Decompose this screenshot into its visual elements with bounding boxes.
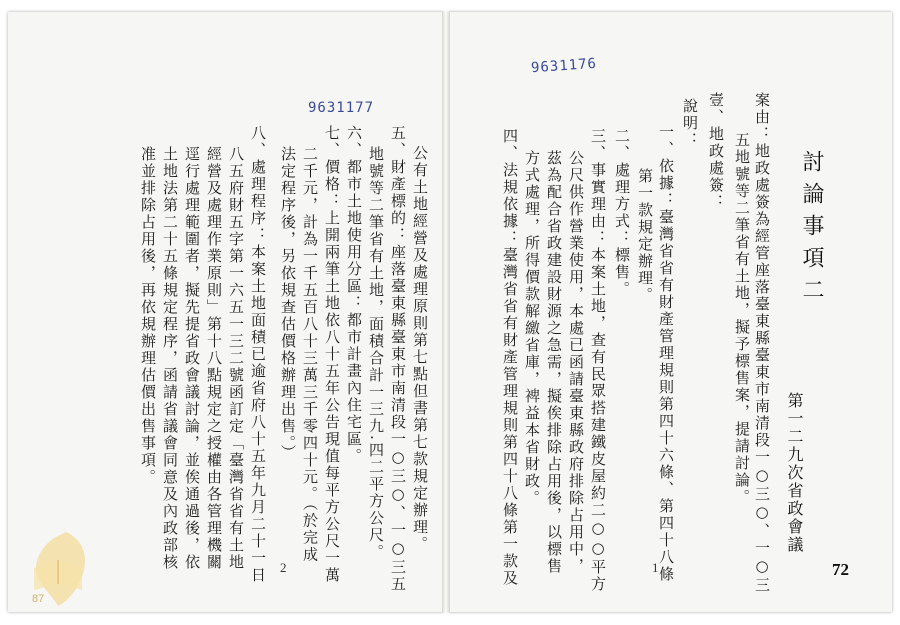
document-stamp: 9631176 (530, 55, 598, 77)
text-line: 說明： (681, 98, 699, 149)
text-line: 地號等二筆省有土地，面積合計一三九.四二平方公尺。 (367, 146, 385, 561)
text-line: 壹、地政處簽： (707, 92, 725, 211)
text-line: 六、都市土地使用分區：都市計畫內住宅區。 (345, 125, 363, 465)
book-gutter (442, 12, 450, 612)
meeting-label: 第一二九次省政會議 (785, 392, 804, 554)
text-line: 公有土地經營及處理原則第七點但書第七款規定辦理。 (411, 145, 429, 553)
logo-text: 87 (32, 593, 45, 605)
text-line: 逕行處理範圍者，擬先提省政會議討論，並俟通過後，依 (183, 146, 201, 571)
text-line: 八五府財五字第一六五一三二號函訂定「臺灣省省有土地 (227, 146, 245, 571)
text-line: 准並排除占用後，再依規辦理估價出售事項。 (139, 146, 157, 486)
text-line: 四、法規依據：臺灣省省有財產管理規則第四十八條第一款及 (501, 128, 519, 587)
document-stamp: 9631177 (308, 100, 375, 116)
text-line: 三、事實理由：本案土地，查有民眾搭建鐵皮屋約二○○平方 (589, 128, 607, 593)
text-line: 八、處理程序：本案土地面積已逾省府八十五年九月二十一日 (249, 125, 267, 584)
text-line: 案由：地政處簽為經管座落臺東縣臺東市南清段一○三○、一○三 (753, 92, 771, 594)
inner-page-number: 2 (280, 560, 287, 575)
text-line: 五地號等二筆省有土地，擬予標售案，提請討論。 (733, 132, 751, 506)
section-title: 討論事項二 (799, 150, 824, 310)
text-line: 第一款規定辦理。 (636, 168, 654, 304)
text-line: 茲為配合省政建設財源之急需，擬俟排除占用後，以標售 (545, 150, 563, 575)
text-line: 法定程序後，另依規查估價格辦理出售。） (279, 146, 297, 462)
text-line: 二、處理方式：標售。 (613, 128, 631, 298)
text-line: 方式處理，所得價款解繳省庫，裨益本省財政。 (523, 150, 541, 507)
text-line: 五、財產標的：座落臺東縣臺東市南清段一○三○、一○三五 (389, 125, 407, 593)
text-line: 一、依據：臺灣省省有財產管理規則第四十六條、第四十八條 (657, 124, 675, 583)
page-number: 72 (832, 560, 849, 579)
archive-logo-icon (14, 528, 102, 608)
text-line: 二千元，計為一千五百八十三萬三千零四十元。（於完成 (301, 146, 319, 564)
text-line: 七、價格：上開兩筆土地依八十五年公告現值每平方公尺一萬 (323, 125, 341, 584)
text-line: 公尺供作營業使用，本處已函請臺東縣政府排除占用中， (567, 150, 585, 575)
text-line: 土地法第二十五條規定程序，函請省議會同意及內政部核 (161, 146, 179, 571)
text-line: 經營及處理作業原則」第十八點規定之授權由各管理機關 (205, 146, 223, 571)
inner-page-number: 1 (652, 560, 659, 575)
